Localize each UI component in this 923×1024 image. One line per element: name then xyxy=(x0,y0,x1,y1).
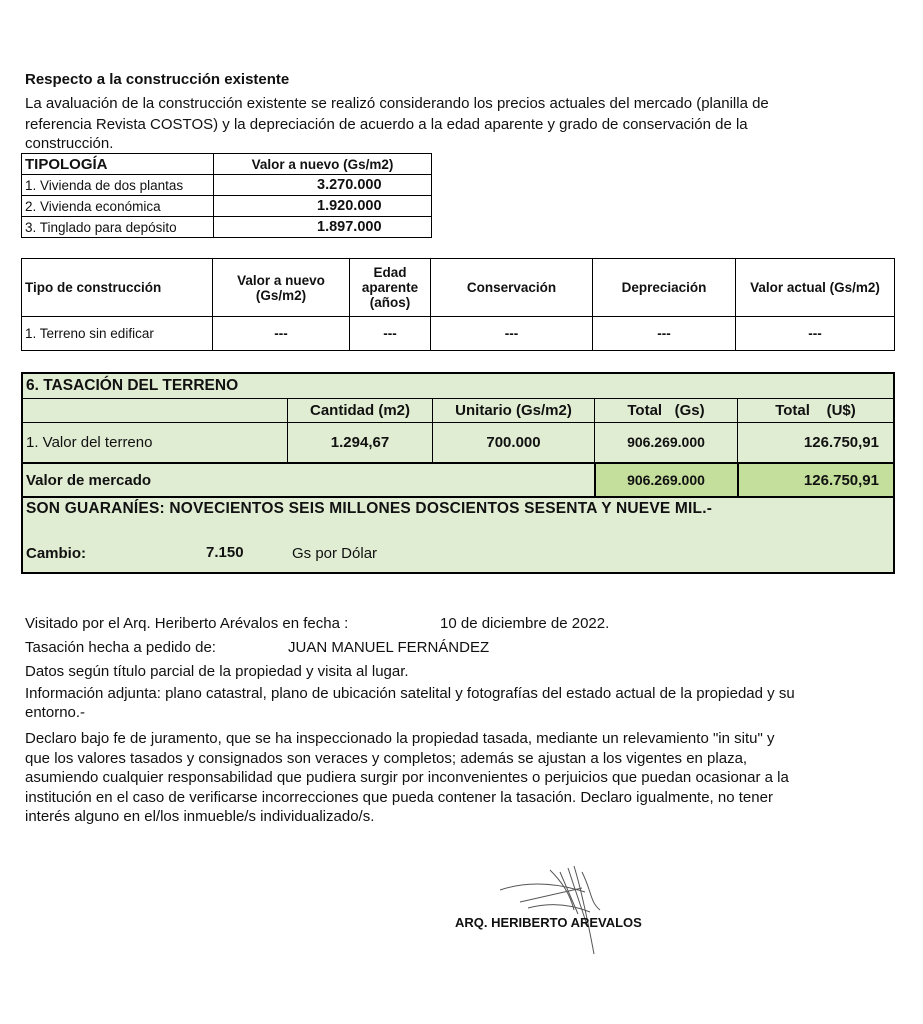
cambio-unit: Gs por Dólar xyxy=(292,545,378,562)
market-label: Valor de mercado xyxy=(22,463,595,497)
tipologia-value: 3.270.000 xyxy=(214,175,432,196)
col-header-valor-actual: Valor actual (Gs/m2) xyxy=(736,259,895,317)
intro-paragraph xyxy=(25,93,905,152)
header-total-usd: Total (U$) xyxy=(738,398,895,422)
market-usd: 126.750,91 xyxy=(738,463,895,497)
son-cambio-cell xyxy=(22,497,894,573)
terreno-cantidad: 1.294,67 xyxy=(288,422,433,463)
intro-line: La avaluación de la construcción existente se realizó considerando los precios actuales del mercado (planilla de xyxy=(25,95,769,112)
visit-date: 10 de diciembre de 2022. xyxy=(440,615,610,632)
requested-name: JUAN MANUEL FERNÁNDEZ xyxy=(288,639,490,656)
declaro-line: que los valores tasados y consignados son veraces y completos; además se ajustan a los vigentes en plaza, xyxy=(25,749,748,767)
col-header-edad: Edad aparente (años) xyxy=(350,259,431,317)
header-cantidad: Cantidad (m2) xyxy=(288,398,433,422)
cambio-row xyxy=(26,545,890,565)
tipologia-label: 1. Vivienda de dos plantas xyxy=(22,175,214,196)
tipologia-table xyxy=(21,153,432,238)
declaro-line: interés alguno en el/los inmueble/s individualizado/s. xyxy=(25,808,375,825)
market-gs: 906.269.000 xyxy=(595,463,738,497)
tasacion-title: 6. TASACIÓN DEL TERRENO xyxy=(22,373,894,398)
tipologia-label: 2. Vivienda económica xyxy=(22,196,214,217)
terreno-total-gs: 906.269.000 xyxy=(595,422,738,463)
visit-label: Visitado por el Arq. Heriberto Arévalos en fecha : xyxy=(25,615,349,632)
section-title: Respecto a la construcción existente xyxy=(25,71,290,88)
tipologia-value: 1.897.000 xyxy=(214,217,432,238)
tipologia-value: 1.920.000 xyxy=(214,196,432,217)
datos-text: Datos según título parcial de la propiedad y visita al lugar. xyxy=(25,663,409,680)
terreno-label: 1. Valor del terreno xyxy=(22,422,288,463)
requested-label: Tasación hecha a pedido de: xyxy=(25,639,216,656)
col-header-tipo: Tipo de construcción xyxy=(22,259,213,317)
construction-valor-nuevo: --- xyxy=(213,317,350,351)
construction-conservacion: --- xyxy=(431,317,593,351)
declaro-line: asumiendo cualquier responsabilidad que pudiera surgir por inconvenientes o perjuicios que puedan ocasionar a la xyxy=(25,769,789,786)
tipologia-label: 3. Tinglado para depósito xyxy=(22,217,214,238)
construction-tipo: 1. Terreno sin edificar xyxy=(22,317,213,351)
intro-line: referencia Revista COSTOS) y la depreciación de acuerdo a la edad aparente y grado de conservación de la xyxy=(25,116,748,133)
header-unitario: Unitario (Gs/m2) xyxy=(433,398,595,422)
signature-scribble xyxy=(490,862,630,962)
info-line: Información adjunta: plano catastral, plano de ubicación satelital y fotografías del estado actual de la propiedad y su xyxy=(25,685,795,702)
terreno-unitario: 700.000 xyxy=(433,422,595,463)
declaro-paragraph xyxy=(25,729,905,827)
header-total-gs: Total (Gs) xyxy=(595,398,738,422)
construction-table xyxy=(21,258,895,351)
construction-edad: --- xyxy=(350,317,431,351)
declaro-line: Declaro bajo fe de juramento, que se ha inspeccionado la propiedad tasada, mediante un relevamiento "in situ" y xyxy=(25,730,775,747)
terreno-total-usd: 126.750,91 xyxy=(738,422,895,463)
construction-valor-actual: --- xyxy=(736,317,895,351)
intro-line: construcción. xyxy=(25,135,114,152)
info-paragraph xyxy=(25,684,905,722)
construction-depreciacion: --- xyxy=(593,317,736,351)
son-text: SON GUARANÍES: NOVECIENTOS SEIS MILLONES DOSCIENTOS SESENTA Y NUEVE MIL.- xyxy=(26,500,713,517)
valor-nuevo-header: Valor a nuevo (Gs/m2) xyxy=(214,154,432,175)
info-line: entorno.- xyxy=(25,704,86,721)
cambio-label: Cambio: xyxy=(26,545,86,562)
cambio-value: 7.150 xyxy=(206,544,244,561)
col-header-conservacion: Conservación xyxy=(431,259,593,317)
col-header-depreciacion: Depreciación xyxy=(593,259,736,317)
declaro-line: institución en el caso de verificarse incorrecciones que pueda contener la tasación. Declaro igualmente, no tener xyxy=(25,788,773,806)
signature-name: ARQ. HERIBERTO AREVALOS xyxy=(455,915,642,930)
tasacion-empty-header xyxy=(22,398,288,422)
tasacion-table xyxy=(21,372,895,574)
tipologia-header: TIPOLOGÍA xyxy=(22,154,214,175)
col-header-valor-nuevo: Valor a nuevo (Gs/m2) xyxy=(213,259,350,317)
